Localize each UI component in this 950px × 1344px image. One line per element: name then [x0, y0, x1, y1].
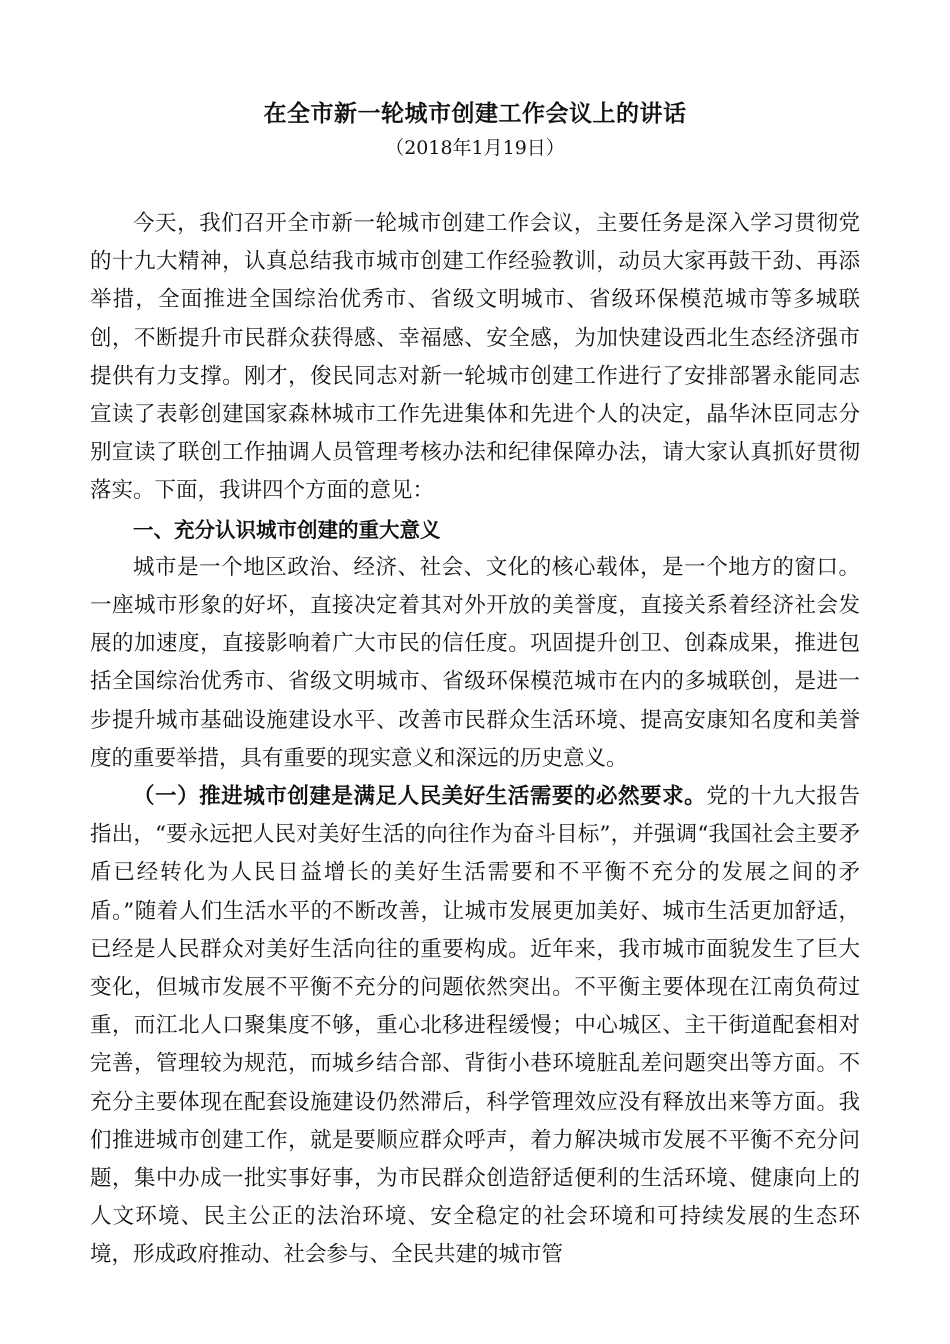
document-title: 在全市新一轮城市创建工作会议上的讲话 [263, 100, 687, 127]
subsection-1-paragraph [90, 778, 860, 1275]
subsection-1-body: 党的十九大报告指出，“要永远把人民对美好生活的向往作为奋斗目标”，并强调“我国社会主要矛盾已经转化为人民日益增长的美好生活需要和不平衡不充分的发展之间的矛盾。”随着人们生活水平的不断改善，让城市发展更加美好、城市生活更加舒适，已经是人民群众对美好生活向往的重要构成。近年来，我市城市面貌发生了巨大变化，但城市发展不平衡不充分的问题依然突出。不平衡主要体现在江南负荷过重，而江北人口聚集度不够，重心北移进程缓慢；中心城区、主干街道配套相对完善，管理较为规范，而城乡结合部、背街小巷环境脏乱差问题突出等方面。不充分主要体现在配套设施建设仍然滞后，科学管理效应没有释放出来等方面。我们推进城市创建工作，就是要顺应群众呼声，着力解决城市发展不平衡不充分问题，集中办成一批实事好事，为市民群众创造舒适便利的生活环境、健康向上的人文环境、民主公正的法治环境、安全稳定的社会环境和可持续发展的生态环境，形成政府推动、社会参与、全民共建的城市管 [90, 784, 860, 1268]
section-1-paragraph: 城市是一个地区政治、经济、社会、文化的核心载体，是一个地方的窗口。一座城市形象的好坏，直接决定着其对外开放的美誉度，直接关系着经济社会发展的加速度，直接影响着广大市民的信任度。巩固提升创卫、创森成果，推进包括全国综治优秀市、省级文明城市、省级环保模范城市在内的多城联创，是进一步提升城市基础设施建设水平、改善市民群众生活环境、提高安康知名度和美誉度的重要举措，具有重要的现实意义和深远的历史意义。 [90, 554, 860, 771]
section-1-heading: 一、充分认识城市创建的重大意义 [133, 517, 441, 542]
subsection-1-lead: （一）推进城市创建是满足人民美好生活需要的必然要求。 [133, 784, 707, 810]
document-body [90, 205, 860, 1275]
intro-paragraph: 今天，我们召开全市新一轮城市创建工作会议，主要任务是深入学习贯彻党的十九大精神，认真总结我市城市创建工作经验教训，动员大家再鼓干劲、再添举措，全面推进全国综治优秀市、省级文明城市、省级环保模范城市等多城联创，不断提升市民群众获得感、幸福感、安全感，为加快建设西北生态经济强市提供有力支撑。刚才，俊民同志对新一轮城市创建工作进行了安排部署永能同志宣读了表彰创建国家森林城市工作先进集体和先进个人的决定，晶华沐臣同志分别宣读了联创工作抽调人员管理考核办法和纪律保障办法，请大家认真抓好贯彻落实。下面，我讲四个方面的意见： [90, 211, 860, 504]
document-date: （2018年1月19日） [385, 137, 565, 159]
